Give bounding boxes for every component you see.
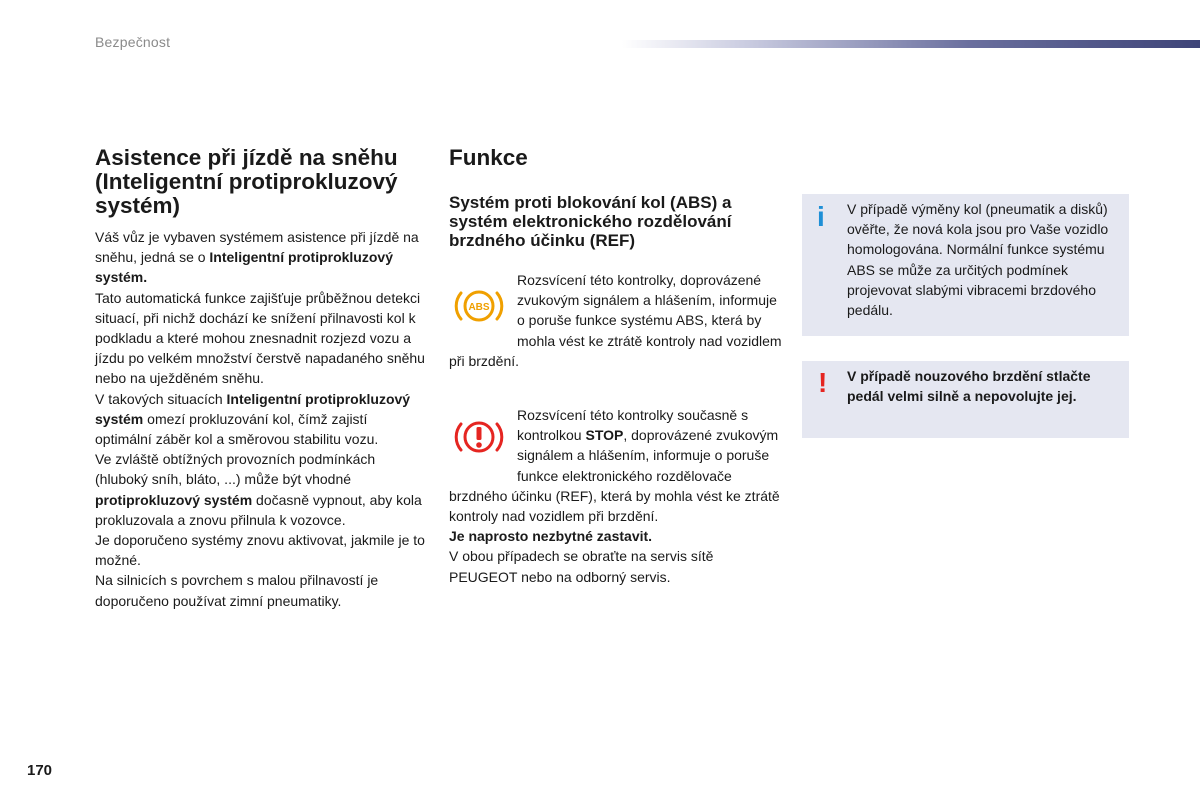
bold-span: Inteligentní protiprokluzový systém. [95,249,393,286]
text-span: V takových situacích [95,390,227,407]
info-box [802,194,1129,336]
text-span: Ve zvláště obtížných provozních podmínkách (hluboký sníh, bláto, ...) může být vhodné [95,451,376,488]
text-span: Rozsvícení této kontrolky současně s kontrolkou [517,407,749,444]
left-paragraph [95,570,425,610]
left-paragraph [95,288,425,389]
bold-span: Inteligentní protiprokluzový systém [95,390,411,427]
abs-subtitle: Systém proti blokování kol (ABS) a systém elektronického rozdělování brzdného účinku (REF) [449,193,732,250]
text-span: Váš vůz je vybaven systémem asistence při jízdě na sněhu, jedná se o [95,229,419,266]
info-box-text: V případě výměny kol (pneumatik a disků) ověřte, že nová kola jsou pro Vaše vozidlo homologována. Normální funkce systému ABS se může za určitých podmínek projevovat slabými vibracemi brzdového pedálu. [847,201,1109,319]
section-header: Bezpečnost [95,34,171,50]
abs-warning-block [449,270,784,371]
left-paragraph [95,227,425,288]
text-span: Je doporučeno systémy znovu aktivovat, jakmile je to možné. [95,532,425,569]
warning-box-text: V případě nouzového brzdění stlačte pedál velmi silně a nepovolujte jej. [847,368,1091,405]
exclamation-icon: ! [818,367,828,398]
left-paragraph [95,449,425,530]
left-paragraph [95,389,425,450]
left-body [95,227,425,611]
middle-column [449,146,784,587]
text-span: Tato automatická funkce zajišťuje průběžnou detekci situací, při nichž dochází ke snížení přilnavosti kol k podkladu a které mohou znesnadnit rozjezd vozu a jízdu po velkém množství čerstvě napadaného sněhu nebo na uježděném sněhu. [95,289,425,387]
header-gradient-bar [622,40,1200,48]
must-stop-text: Je naprosto nezbytné zastavit. [449,528,653,545]
svg-text:ABS: ABS [468,302,490,313]
brake-warning-block [449,405,784,587]
service-text: V obou případech se obraťte na servis sítě PEUGEOT nebo na odborný servis. [449,548,714,585]
abs-warning-light-icon [451,284,507,328]
funkce-title: Funkce [449,145,528,170]
info-icon: i [817,201,825,232]
left-paragraph [95,530,425,570]
page-number: 170 [27,762,53,779]
stop-bold: STOP [585,427,624,444]
text-span: dočasně vypnout, aby kola prokluzovala a znovu přilnula k vozovce. [95,491,422,528]
bold-span: protiprokluzový systém [95,491,253,508]
text-span: omezí prokluzování kol, čímž zajistí optimální záběr kol a směrovou stabilitu vozu. [95,410,379,448]
abs-text: Rozsvícení této kontrolky, doprovázené zvukovým signálem a hlášením, informuje o poruše funkce systému ABS, která by mohla vést ke ztrátě kontroly nad vozidlem při brzdění. [449,272,782,369]
text-span: , doprovázené zvukovým signálem a hlášením, informuje o poruše funkce elektronického rozdělovače brzdného účinku (REF), která by mohla vést ke ztrátě kontroly nad vozidlem při brzdění. [449,427,780,525]
text-span: Na silnicích s povrchem s malou přilnavostí je doporučeno používat zimní pneumatiky. [95,572,379,609]
left-column [95,146,425,611]
warning-box [802,361,1129,438]
brake-warning-light-icon [451,415,507,459]
section-title: Asistence při jízdě na sněhu (Inteligentní protiprokluzový systém) [95,145,398,218]
